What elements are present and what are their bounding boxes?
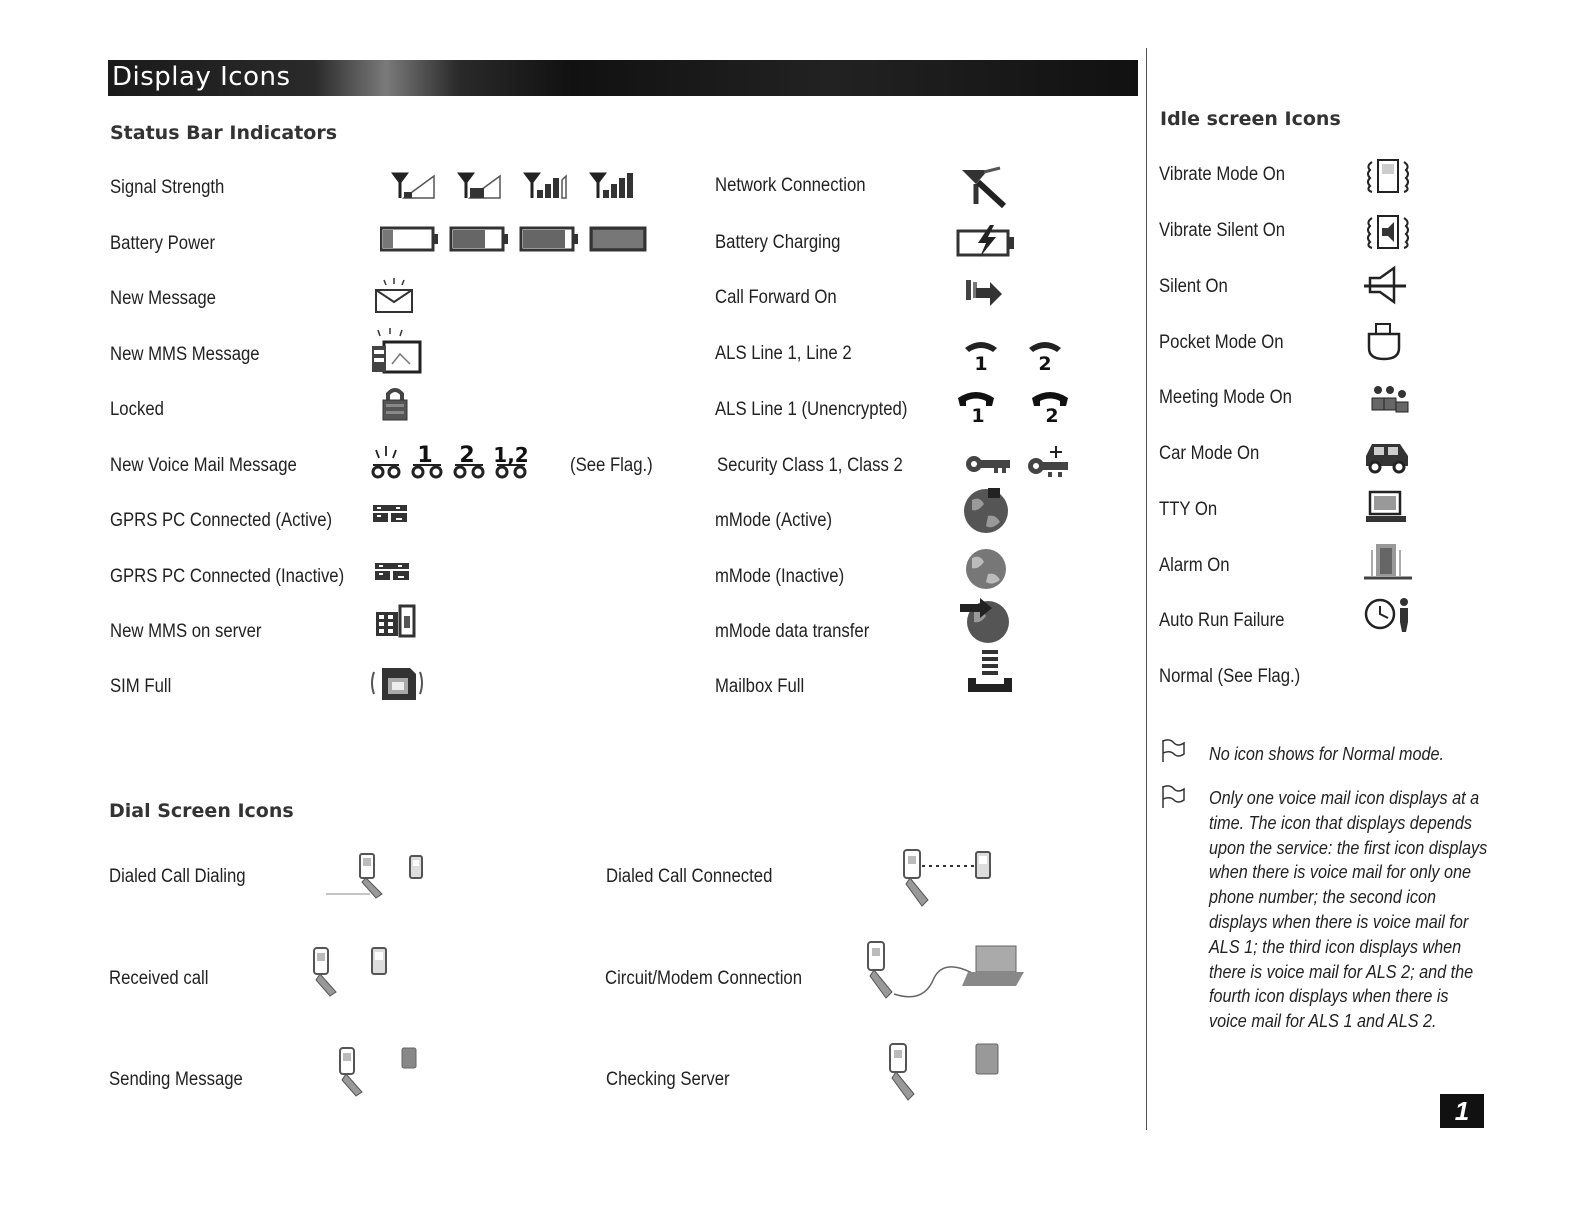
label-auto-run-failure: Auto Run Failure [1159, 610, 1285, 631]
label-call-forward: Call Forward On [715, 287, 837, 308]
label-pocket-mode: Pocket Mode On [1159, 332, 1284, 353]
dial-screen-heading: Dial Screen Icons [109, 800, 294, 822]
globe-transfer-icon [958, 596, 1014, 646]
als-line-icons [963, 336, 1067, 372]
sending-message-icon [336, 1044, 426, 1100]
sim-full-icon [370, 662, 424, 704]
key-class1-icon [966, 456, 1010, 473]
auto-run-failure-icon [1362, 596, 1418, 636]
mms-message-icon [370, 326, 424, 376]
key-class2-icon [1028, 446, 1068, 477]
handset-line1-icon [965, 342, 997, 352]
voicemail-icons [370, 440, 565, 482]
vibrate-icon [1364, 156, 1412, 196]
gprs-active-icon [372, 504, 408, 524]
label-sending-message: Sending Message [109, 1069, 243, 1090]
label-silent-on: Silent On [1159, 276, 1228, 297]
als-unencrypted-icons [956, 388, 1076, 424]
flag-icon [1160, 738, 1188, 764]
label-new-mms-message: New MMS Message [110, 344, 260, 365]
signal-bars-4-icon [592, 173, 633, 198]
page-title: Display Icons [112, 62, 291, 92]
received-call-phones-icon [310, 942, 400, 998]
status-bar-heading: Status Bar Indicators [110, 122, 338, 144]
handset-unencrypted-line1-icon [958, 392, 994, 406]
label-battery-power: Battery Power [110, 233, 216, 254]
modem-connection-icon [864, 938, 1024, 1004]
label-network-connection: Network Connection [715, 175, 866, 196]
battery-power-icons [380, 226, 652, 254]
battery-full-icon [591, 228, 645, 250]
label-mmode-active: mMode (Active) [715, 510, 833, 531]
label-car-mode: Car Mode On [1159, 443, 1260, 464]
flag-icon [1160, 784, 1188, 810]
voicemail-digit-1: 1 [417, 443, 433, 468]
label-locked: Locked [110, 399, 164, 420]
security-class-icons [964, 444, 1072, 480]
column-divider [1146, 48, 1147, 1130]
pocket-icon [1366, 322, 1402, 362]
call-forward-icon [964, 278, 1004, 312]
page-title-banner [108, 60, 1138, 96]
checking-server-icon [886, 1040, 1016, 1102]
label-signal-strength: Signal Strength [110, 177, 225, 198]
globe-inactive-icon [960, 546, 1012, 592]
label-battery-charging: Battery Charging [715, 232, 841, 253]
connected-phones-icon [900, 846, 1000, 910]
label-normal: Normal (See Flag.) [1159, 666, 1301, 687]
handset-unencrypted-line2-icon [1032, 392, 1068, 406]
battery-empty-icon [381, 228, 438, 250]
mailbox-full-icon [966, 648, 1016, 694]
signal-strength-icons [390, 170, 640, 202]
als-unencrypted-digit-1: 1 [971, 405, 985, 424]
label-dialed-call-dialing: Dialed Call Dialing [109, 866, 246, 887]
idle-screen-heading: Idle screen Icons [1160, 108, 1341, 130]
tty-icon [1364, 490, 1408, 526]
car-icon [1364, 438, 1410, 474]
label-als-line: ALS Line 1, Line 2 [715, 343, 852, 364]
als-digit-2: 2 [1038, 353, 1052, 372]
battery-low-icon [451, 228, 508, 250]
voicemail-digit-12: 1,2 [493, 443, 529, 467]
silent-speaker-icon [1364, 264, 1406, 306]
label-security-class: Security Class 1, Class 2 [717, 455, 903, 476]
note-normal-mode: No icon shows for Normal mode. [1209, 744, 1444, 764]
voicemail-digit-2: 2 [459, 443, 475, 468]
label-gprs-active: GPRS PC Connected (Active) [110, 510, 333, 531]
label-vibrate-mode: Vibrate Mode On [1159, 164, 1286, 185]
signal-bars-3-icon [526, 174, 566, 198]
label-gprs-inactive: GPRS PC Connected (Inactive) [110, 566, 345, 587]
label-tty-on: TTY On [1159, 499, 1218, 520]
battery-medium-icon [521, 228, 578, 250]
label-dialed-call-connected: Dialed Call Connected [606, 866, 773, 887]
signal-bars-2-icon [460, 174, 500, 198]
signal-bars-1-icon [394, 174, 434, 198]
globe-active-icon [958, 486, 1014, 536]
dialing-phones-icon [326, 850, 436, 900]
lock-icon [380, 386, 410, 422]
label-checking-server: Checking Server [606, 1069, 730, 1090]
label-circuit-modem: Circuit/Modem Connection [605, 968, 803, 989]
label-mmode-inactive: mMode (Inactive) [715, 566, 845, 587]
label-meeting-mode: Meeting Mode On [1159, 387, 1292, 408]
gprs-inactive-icon [374, 562, 410, 582]
voicemail-icon [373, 446, 399, 477]
vibrate-silent-icon [1364, 212, 1412, 252]
label-received-call: Received call [109, 968, 209, 989]
antenna-icon [960, 166, 1014, 208]
als-unencrypted-digit-2: 2 [1045, 405, 1059, 424]
label-new-voice-mail: New Voice Mail Message [110, 455, 297, 476]
meeting-icon [1368, 384, 1412, 414]
label-new-message: New Message [110, 288, 216, 309]
battery-charging-icon [956, 223, 1018, 259]
label-new-mms-server: New MMS on server [110, 621, 262, 642]
label-als-unencrypted: ALS Line 1 (Unencrypted) [715, 399, 908, 420]
voicemail-see-flag: (See Flag.) [570, 455, 653, 476]
label-alarm-on: Alarm On [1159, 555, 1230, 576]
handset-line2-icon [1029, 342, 1061, 352]
label-mmode-transfer: mMode data transfer [715, 621, 870, 642]
label-mailbox-full: Mailbox Full [715, 676, 805, 697]
envelope-icon [374, 278, 416, 316]
alarm-icon [1362, 540, 1414, 582]
page-number: 1 [1440, 1094, 1484, 1128]
label-vibrate-silent: Vibrate Silent On [1159, 220, 1286, 241]
mms-server-icon [374, 604, 416, 638]
als-digit-1: 1 [974, 353, 988, 372]
label-sim-full: SIM Full [110, 676, 172, 697]
note-voicemail: Only one voice mail icon displays at a time. The icon that displays depends upon the service: the first icon displays when there is voice mail for only one phone number; the second icon displays when there is voice mail for ALS 1; the third icon displays when there is voice mail for ALS 2; and the fourth icon displays when there is voice mail for ALS 1 and ALS 2. [1209, 788, 1488, 1032]
